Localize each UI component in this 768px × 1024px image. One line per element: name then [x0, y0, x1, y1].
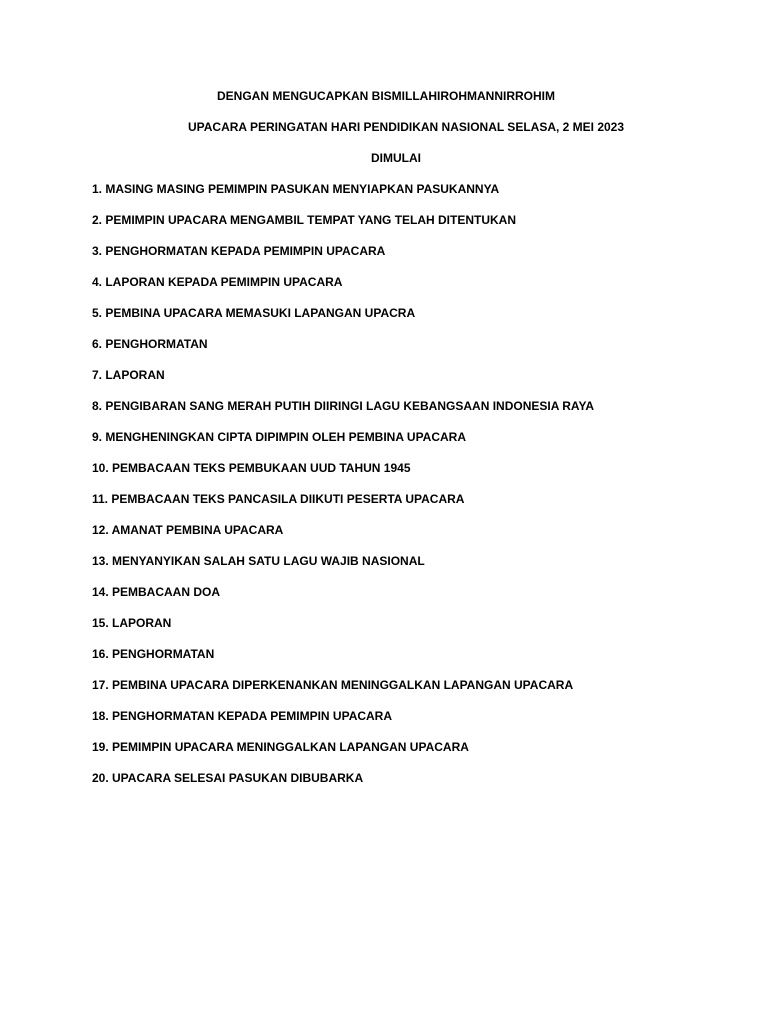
heading-ceremony-title: UPACARA PERINGATAN HARI PENDIDIKAN NASIONAL SELASA, 2 MEI 2023: [187, 120, 625, 134]
agenda-item: 19. PEMIMPIN UPACARA MENINGGALKAN LAPANGAN UPACARA: [92, 740, 469, 754]
heading-opening: DENGAN MENGUCAPKAN BISMILLAHIROHMANNIRROHIM: [217, 89, 555, 103]
agenda-item: 9. MENGHENINGKAN CIPTA DIPIMPIN OLEH PEMBINA UPACARA: [92, 430, 467, 444]
agenda-item: 17. PEMBINA UPACARA DIPERKENANKAN MENINGGALKAN LAPANGAN UPACARA: [92, 678, 574, 692]
agenda-item: 15. LAPORAN: [92, 616, 172, 630]
agenda-item: 8. PENGIBARAN SANG MERAH PUTIH DIIRINGI LAGU KEBANGSAAN INDONESIA RAYA: [92, 399, 595, 413]
agenda-item: 5. PEMBINA UPACARA MEMASUKI LAPANGAN UPACRA: [92, 306, 416, 320]
agenda-item: 11. PEMBACAAN TEKS PANCASILA DIIKUTI PESERTA UPACARA: [92, 492, 465, 506]
agenda-item: 1. MASING MASING PEMIMPIN PASUKAN MENYIAPKAN PASUKANNYA: [92, 182, 500, 196]
agenda-item: 4. LAPORAN KEPADA PEMIMPIN UPACARA: [92, 275, 343, 289]
heading-start: DIMULAI: [371, 151, 421, 165]
agenda-item: 6. PENGHORMATAN: [92, 337, 208, 351]
agenda-item: 18. PENGHORMATAN KEPADA PEMIMPIN UPACARA: [92, 709, 393, 723]
agenda-item: 7. LAPORAN: [92, 368, 165, 382]
agenda-item: 10. PEMBACAAN TEKS PEMBUKAAN UUD TAHUN 1945: [92, 461, 411, 475]
agenda-item: 2. PEMIMPIN UPACARA MENGAMBIL TEMPAT YANG TELAH DITENTUKAN: [92, 213, 517, 227]
agenda-item: 16. PENGHORMATAN: [92, 647, 215, 661]
agenda-item: 12. AMANAT PEMBINA UPACARA: [92, 523, 284, 537]
agenda-list: [92, 181, 594, 801]
agenda-item: 14. PEMBACAAN DOA: [92, 585, 221, 599]
agenda-item: 13. MENYANYIKAN SALAH SATU LAGU WAJIB NASIONAL: [92, 554, 425, 568]
agenda-item: 3. PENGHORMATAN KEPADA PEMIMPIN UPACARA: [92, 244, 386, 258]
agenda-item: 20. UPACARA SELESAI PASUKAN DIBUBARKA: [92, 771, 364, 785]
